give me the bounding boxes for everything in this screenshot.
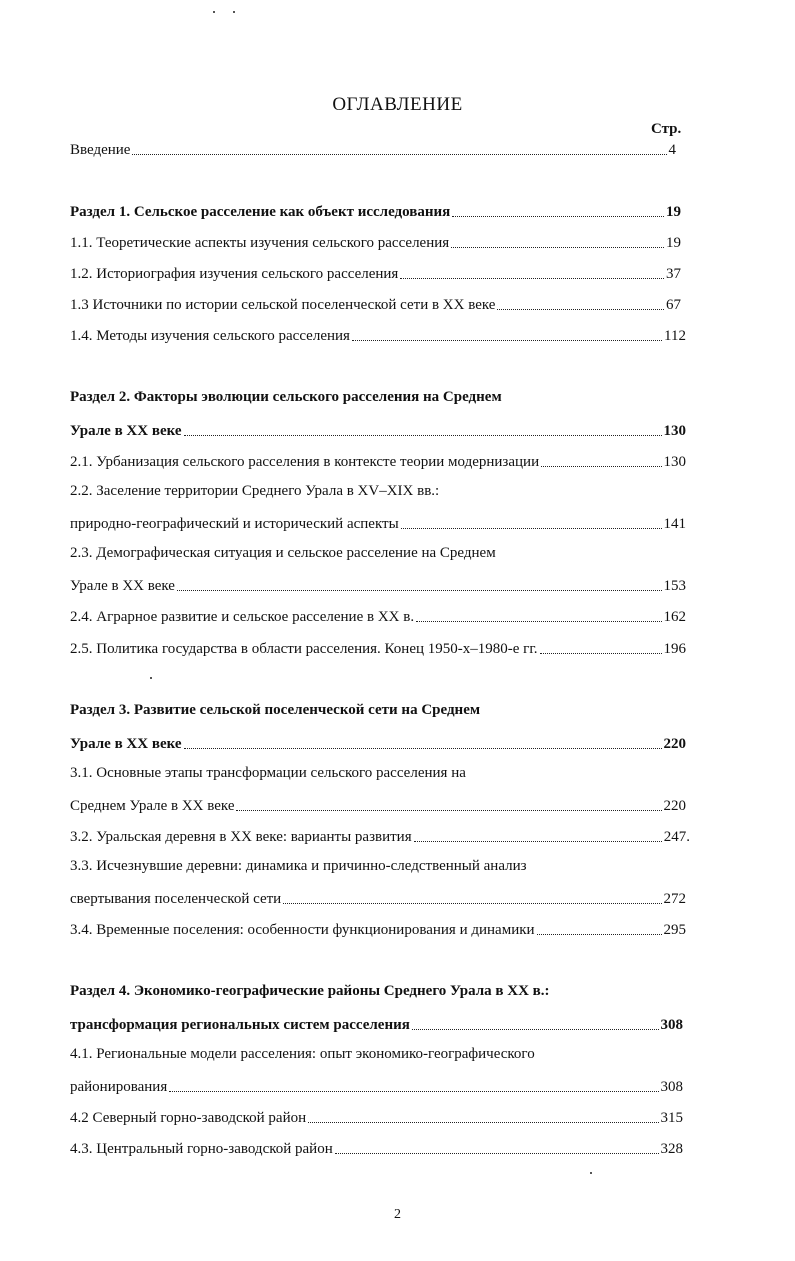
toc-entry-text: Урале в ХХ веке — [70, 736, 182, 752]
toc-entry-text: 3.1. Основные этапы трансформации сельского расселения на — [70, 765, 466, 781]
toc-entry-intro — [70, 137, 676, 159]
toc-entry — [70, 292, 681, 314]
dot-leader — [541, 466, 661, 467]
toc-entry — [70, 1105, 683, 1127]
toc-entry-page: 328 — [660, 1141, 683, 1157]
dot-leader — [401, 528, 662, 529]
dot-leader — [497, 309, 664, 310]
toc-entry — [70, 636, 686, 658]
toc-entry-text: 4.1. Региональные модели расселения: опыт экономико-географического — [70, 1046, 535, 1062]
dot-leader — [400, 278, 664, 279]
toc-entry-text: Урале в ХХ веке — [70, 423, 182, 439]
toc-entry — [70, 323, 686, 345]
toc-entry-text: природно-географический и исторический аспекты — [70, 516, 399, 532]
scan-speck — [213, 11, 215, 13]
toc-entry — [70, 1074, 683, 1096]
toc-entry-text: 3.2. Уральская деревня в ХХ веке: варианты развития — [70, 829, 412, 845]
toc-entry-text: 2.1. Урбанизация сельского расселения в контексте теории модернизации — [70, 454, 540, 470]
toc-entry-page: 141 — [663, 516, 686, 532]
toc-section-2-heading-cont — [70, 418, 686, 440]
scan-speck — [233, 11, 235, 13]
toc-entry-text: 2.4. Аграрное развитие и сельское расселение в ХХ в. — [70, 609, 415, 625]
toc-entry — [70, 886, 686, 908]
toc-entry-text: 4.2 Северный горно-заводской район — [70, 1110, 307, 1126]
toc-entry-text: 2.3. Демографическая ситуация и сельское расселение на Среднем — [70, 545, 496, 561]
toc-section-3-heading-cont — [70, 731, 686, 753]
toc-entry-page: 220 — [663, 798, 686, 814]
dot-leader — [236, 810, 661, 811]
scan-speck — [590, 1172, 592, 1174]
dot-leader — [283, 903, 661, 904]
toc-entry — [70, 449, 686, 471]
toc-entry-text: 3.4. Временные поселения: особенности функционирования и динамики — [70, 922, 535, 938]
toc-entry-text: 1.3 Источники по истории сельской поселенческой сети в ХХ веке — [70, 297, 496, 313]
dot-leader — [184, 748, 662, 749]
toc-entry-text: 2.5. Политика государства в области расселения. Конец 1950-х–1980-е гг. — [70, 641, 538, 657]
toc-entry-page: 19 — [666, 204, 681, 220]
toc-entry — [70, 824, 690, 846]
toc-section-2-heading: Раздел 2. Факторы эволюции сельского расселения на Среднем — [70, 389, 502, 405]
toc-section-4-heading-cont — [70, 1012, 683, 1034]
toc-entry-page: 130 — [663, 454, 686, 470]
toc-entry-text: 3.3. Исчезнувшие деревни: динамика и причинно-следственный анализ — [70, 858, 527, 874]
dot-leader — [308, 1122, 658, 1123]
toc-entry-page: 308 — [660, 1079, 683, 1095]
scan-speck — [150, 677, 152, 679]
toc-entry-text: Раздел 1. Сельское расселение как объект исследования — [70, 204, 451, 220]
page-title: ОГЛАВЛЕНИЕ — [332, 94, 463, 115]
toc-entry-text: Урале в ХХ веке — [70, 578, 175, 594]
toc-entry — [70, 261, 681, 283]
toc-entry-page: 67 — [666, 297, 681, 313]
toc-entry-page: 37 — [666, 266, 681, 282]
toc-entry-text: 2.2. Заселение территории Среднего Урала в XV–XIX вв.: — [70, 483, 440, 499]
toc-entry-text: свертывания поселенческой сети — [70, 891, 282, 907]
toc-section-3-heading: Раздел 3. Развитие сельской поселенческой сети на Среднем — [70, 702, 481, 718]
toc-entry-page: 220 — [663, 736, 686, 752]
toc-entry-page: 112 — [664, 328, 686, 344]
toc-entry-text: Среднем Урале в ХХ веке — [70, 798, 235, 814]
dot-leader — [537, 934, 662, 935]
dot-leader — [451, 247, 664, 248]
toc-entry-text: районирования — [70, 1079, 168, 1095]
toc-entry — [70, 1136, 683, 1158]
toc-entry-text: 1.4. Методы изучения сельского расселения — [70, 328, 350, 344]
toc-entry-text: Введение — [70, 142, 131, 158]
toc-entry-text: 1.1. Теоретические аспекты изучения сельского расселения — [70, 235, 450, 251]
toc-entry — [70, 917, 686, 939]
toc-entry-text: трансформация региональных систем расселения — [70, 1017, 410, 1033]
dot-leader — [169, 1091, 658, 1092]
toc-section-4-heading: Раздел 4. Экономико-географические районы Среднего Урала в ХХ в.: — [70, 983, 550, 999]
toc-entry-page: 295 — [663, 922, 686, 938]
dot-leader — [540, 653, 662, 654]
toc-entry — [70, 604, 686, 626]
dot-leader — [414, 841, 662, 842]
toc-entry-page: 272 — [663, 891, 686, 907]
toc-entry — [70, 793, 686, 815]
dot-leader — [335, 1153, 659, 1154]
toc-entry-text: 1.2. Историография изучения сельского расселения — [70, 266, 399, 282]
toc-entry — [70, 511, 686, 533]
toc-entry-page: 19 — [666, 235, 681, 251]
dot-leader — [416, 621, 661, 622]
toc-entry-page: 196 — [663, 641, 686, 657]
dot-leader — [184, 435, 662, 436]
page-number: 2 — [394, 1207, 401, 1222]
toc-entry-page: 162 — [663, 609, 686, 625]
dot-leader — [412, 1029, 659, 1030]
toc-entry-text: 4.3. Центральный горно-заводской район — [70, 1141, 333, 1157]
toc-entry-page: 315 — [660, 1110, 683, 1126]
toc-section-1-heading — [70, 199, 681, 221]
toc-entry-page: 247. — [663, 829, 690, 845]
toc-entry-page: 308 — [660, 1017, 683, 1033]
toc-entry — [70, 573, 686, 595]
dot-leader — [132, 154, 666, 155]
dot-leader — [452, 216, 664, 217]
toc-entry-page: 153 — [663, 578, 686, 594]
toc-entry-page: 4 — [668, 142, 676, 158]
toc-entry-page: 130 — [663, 423, 686, 439]
dot-leader — [177, 590, 662, 591]
dot-leader — [352, 340, 662, 341]
toc-entry — [70, 230, 681, 252]
page-column-label: Стр. — [651, 121, 682, 137]
